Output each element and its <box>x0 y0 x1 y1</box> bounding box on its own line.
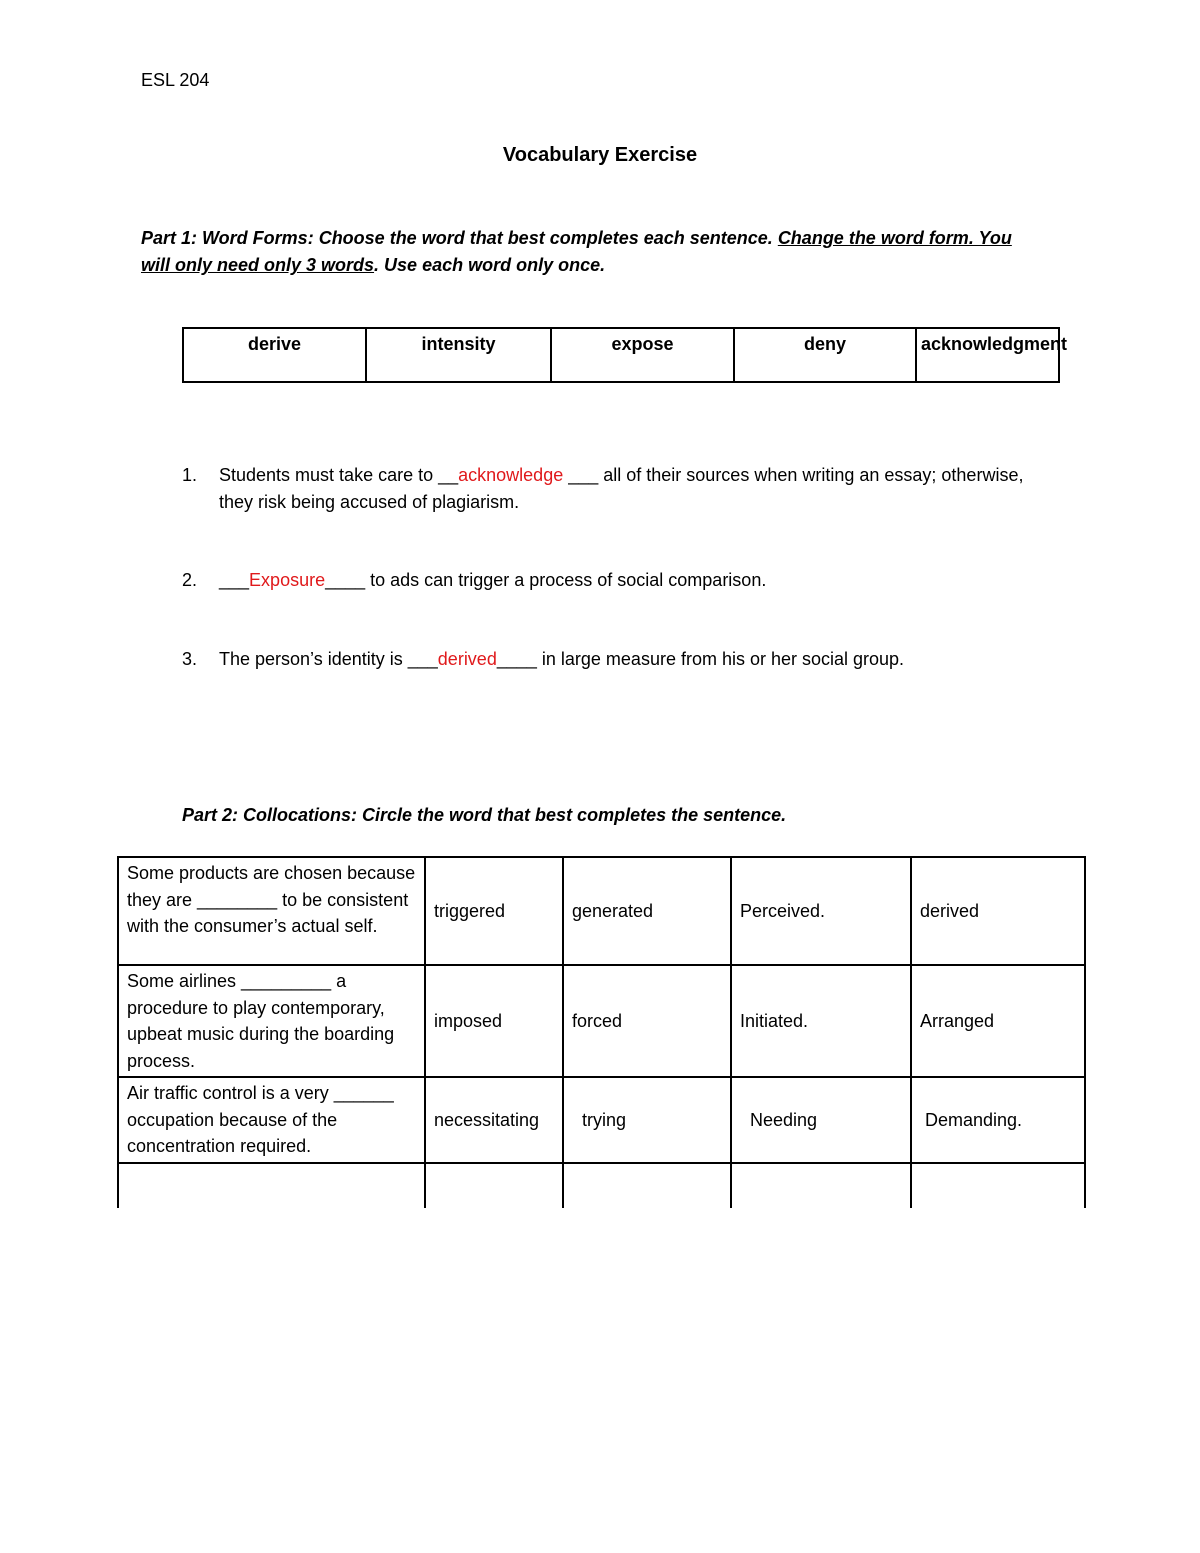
option-cell[interactable]: Needing <box>731 1077 911 1163</box>
sentence-cell: Some products are chosen because they are ________ to be consistent with the consumer’s actual self. <box>118 857 425 965</box>
option-cell[interactable]: derived <box>911 857 1085 965</box>
empty-cell <box>563 1163 731 1208</box>
question-number: 1. <box>182 465 198 485</box>
table-row <box>118 857 1085 965</box>
option-cell[interactable]: trying <box>563 1077 731 1163</box>
sentence-cell: Air traffic control is a very ______ occupation because of the concentration required. <box>118 1077 425 1163</box>
question-number: 3. <box>182 649 198 669</box>
word-bank-cell: acknowledgment <box>916 328 1059 382</box>
word-bank-cell: derive <box>183 328 366 382</box>
word-bank-table <box>182 327 1068 383</box>
question-text <box>219 462 1042 516</box>
sentence-cell: Some airlines _________ a procedure to play contemporary, upbeat music during the boarding process. <box>118 965 425 1077</box>
table-row <box>118 965 1085 1077</box>
option-cell[interactable]: necessitating <box>425 1077 563 1163</box>
part1-outro: . Use each word only once. <box>374 255 606 275</box>
question-text-before: The person’s identity is ___ <box>219 649 438 669</box>
question-number: 2. <box>182 570 198 590</box>
question-text-before: ___ <box>219 570 250 590</box>
empty-cell <box>731 1163 911 1208</box>
question-1 <box>182 462 1042 516</box>
answer-text: acknowledge <box>458 465 564 485</box>
empty-cell <box>425 1163 563 1208</box>
question-text <box>219 567 1042 594</box>
word-bank-cell: expose <box>551 328 734 382</box>
empty-cell <box>118 1163 425 1208</box>
option-cell[interactable]: Initiated. <box>731 965 911 1077</box>
question-text-after: ____ in large measure from his or her social group. <box>496 649 905 669</box>
word-bank-cell: intensity <box>366 328 551 382</box>
empty-cell <box>911 1163 1085 1208</box>
part1-instructions <box>141 225 1041 279</box>
question-text-after: ____ to ads can trigger a process of social comparison. <box>325 570 767 590</box>
answer-text: Exposure <box>249 570 326 590</box>
part1-underlined-instruction: Change the word form. You will only need only 3 words <box>141 228 1012 275</box>
table-row <box>118 1077 1085 1163</box>
word-bank-row <box>183 328 1059 382</box>
course-code: ESL 204 <box>141 70 210 90</box>
option-cell[interactable]: triggered <box>425 857 563 965</box>
question-text-before: Students must take care to __ <box>219 465 459 485</box>
empty-table-row <box>118 1163 1085 1208</box>
option-cell[interactable]: Perceived. <box>731 857 911 965</box>
option-cell[interactable]: imposed <box>425 965 563 1077</box>
part1-intro: Part 1: Word Forms: Choose the word that best completes each sentence. <box>141 228 778 248</box>
part2-heading: Part 2: Collocations: Circle the word that best completes the sentence. <box>182 805 787 825</box>
page-title: Vocabulary Exercise <box>502 144 698 166</box>
answer-text: derived <box>437 649 497 669</box>
option-cell[interactable]: Demanding. <box>911 1077 1085 1163</box>
option-cell[interactable]: Arranged <box>911 965 1085 1077</box>
option-cell[interactable]: forced <box>563 965 731 1077</box>
option-cell[interactable]: generated <box>563 857 731 965</box>
question-3 <box>182 646 1042 673</box>
question-text <box>219 646 1042 673</box>
question-text-after: ___ all of their sources when writing an essay; otherwise, they risk being accused of plagiarism. <box>219 465 1024 512</box>
word-bank-cell: deny <box>734 328 916 382</box>
collocations-table <box>117 856 1086 1208</box>
question-2 <box>182 567 1042 594</box>
